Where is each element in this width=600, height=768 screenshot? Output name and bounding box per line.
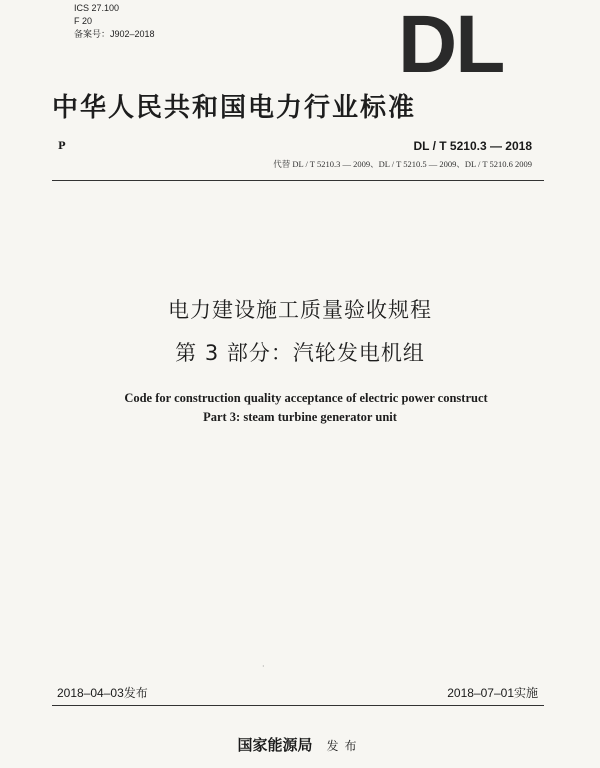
- publisher-line: [0, 734, 600, 755]
- replaces-note: 代替 DL / T 5210.3 — 2009、DL / T 5210.5 — 2009、DL / T 5210.6 2009: [273, 159, 532, 169]
- english-title-line-1: Code for construction quality acceptance of electric power construct: [124, 391, 488, 405]
- chinese-title-line-2: 第 3 部分：汽轮发电机组: [175, 341, 425, 365]
- standard-number: [413, 139, 532, 153]
- classification-block: [74, 2, 155, 41]
- top-divider: [52, 180, 544, 181]
- english-title-line-2: Part 3: steam turbine generator unit: [203, 410, 397, 424]
- standard-type-title: 中华人民共和国电力行业标准: [52, 93, 417, 123]
- implementation-date: 2018–07–01实施: [447, 686, 538, 700]
- ics-code: ICS 27.100: [74, 3, 120, 13]
- standard-number-text: DL / T 5210.3 — 2018: [413, 139, 532, 153]
- scan-speck: ·: [262, 662, 265, 671]
- record-number: 备案号：J902–2018: [74, 29, 155, 39]
- category-letter: P: [58, 141, 66, 152]
- publisher-suffix: 发布: [326, 739, 363, 753]
- bottom-divider: [52, 705, 544, 706]
- publisher-name: 国家能源局: [237, 736, 313, 754]
- dl-logo: DL: [398, 14, 504, 76]
- chinese-title-line-1: 电力建设施工质量验收规程: [168, 298, 432, 322]
- issue-date: 2018–04–03发布: [57, 686, 148, 700]
- class-code: F 20: [74, 16, 93, 26]
